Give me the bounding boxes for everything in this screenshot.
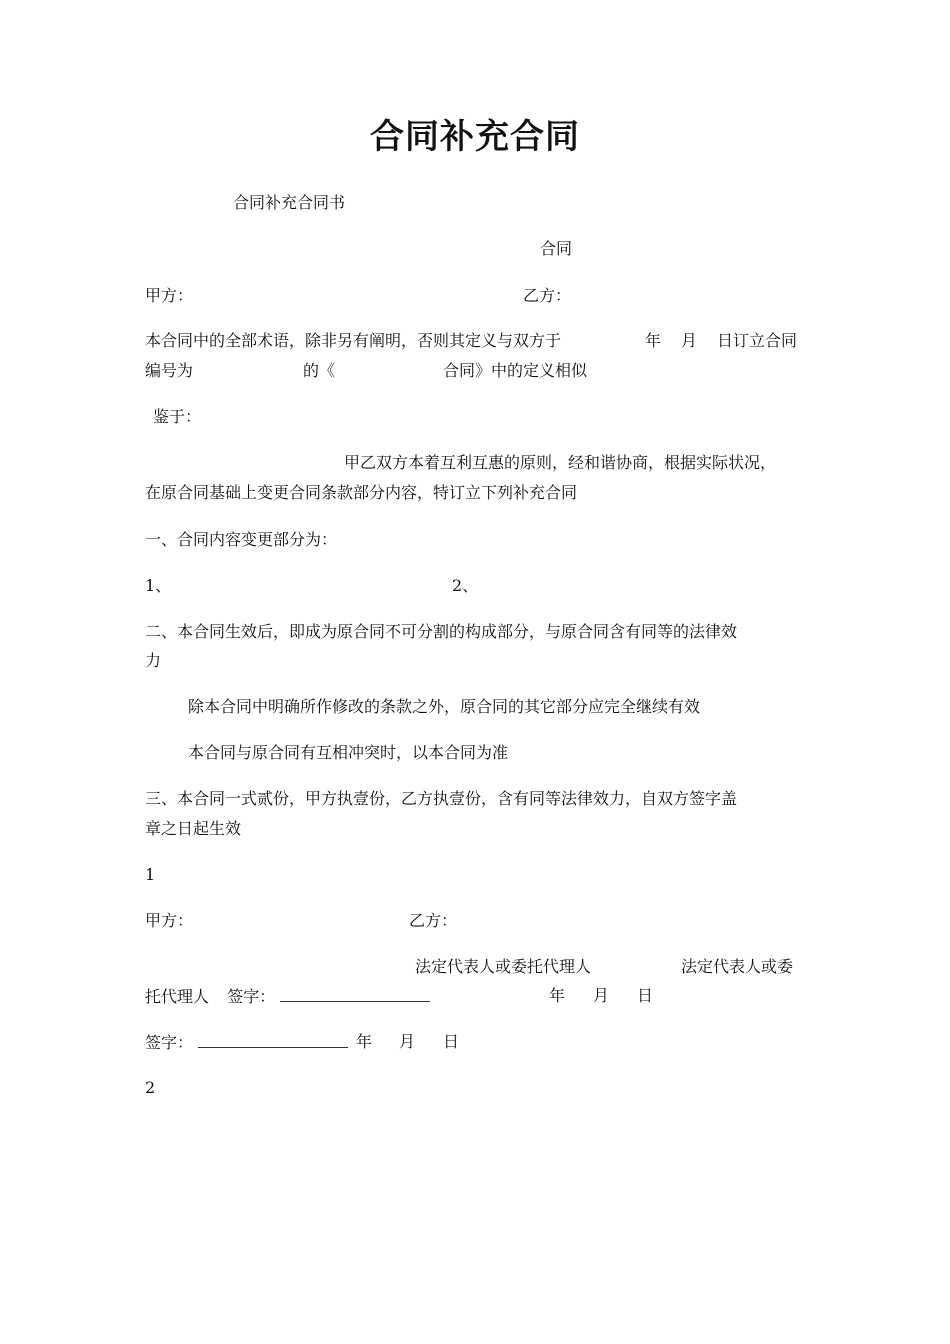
section-3-line-2: 章之日起生效 — [145, 819, 242, 838]
terms-line-2c: 合同》中的定义相似 — [443, 361, 588, 380]
terms-line-2a: 编号为 — [145, 361, 194, 380]
sign-label-a: 签字： — [227, 987, 276, 1006]
terms-text-b: 日订立合同 — [717, 331, 798, 350]
representative-a: 法定代表人或委托代理人 — [415, 957, 592, 976]
signature-line-b[interactable] — [198, 1032, 348, 1048]
terms-line-1 — [145, 331, 561, 351]
whereas-label: 鉴于： — [153, 407, 202, 426]
signature-party-b: 乙方： — [409, 911, 458, 930]
date-year-b: 年 — [356, 1032, 373, 1051]
sign-label-b: 签字： — [145, 1033, 194, 1052]
section-2-para-2: 本合同与原合同有互相冲突时，以本合同为准 — [188, 743, 509, 762]
document-subtitle: 合同补充合同书 — [233, 193, 346, 212]
page-number-1: 1 — [145, 865, 156, 884]
section-1-item-1: 1、 — [145, 576, 172, 595]
date-day-b: 日 — [443, 1032, 460, 1051]
party-a-label: 甲方： — [145, 286, 194, 305]
date-day-a: 日 — [637, 986, 654, 1005]
party-b-label: 乙方： — [523, 286, 572, 305]
terms-year: 年 — [645, 331, 662, 350]
section-1-heading: 一、合同内容变更部分为： — [145, 530, 338, 549]
signature-party-a: 甲方： — [145, 911, 194, 930]
section-2-para-1: 除本合同中明确所作修改的条款之外，原合同的其它部分应完全继续有效 — [188, 697, 701, 716]
representative-b-text: 托代理人 — [145, 987, 210, 1006]
preamble-line-1: 甲乙双方本着互利互惠的原则，经和谐协商，根据实际状况， — [344, 453, 777, 472]
section-2-line-1: 二、本合同生效后，即成为原合同不可分割的构成部分，与原合同含有同等的法律效 — [145, 622, 738, 641]
section-2-line-2: 力 — [145, 651, 162, 670]
sign-line-b-row — [145, 1032, 348, 1053]
terms-month: 月 — [681, 331, 698, 350]
preamble-line-2: 在原合同基础上变更合同条款部分内容，特订立下列补充合同 — [145, 483, 578, 502]
terms-line-2b: 的《 — [303, 361, 336, 380]
section-1-item-2: 2、 — [452, 576, 479, 595]
representative-b-line-2 — [145, 986, 430, 1007]
date-month-b: 月 — [399, 1032, 416, 1051]
date-month-a: 月 — [593, 986, 610, 1005]
date-year-a: 年 — [549, 986, 566, 1005]
representative-b-line-1: 法定代表人或委 — [681, 957, 794, 976]
contract-label: 合同 — [540, 239, 573, 258]
terms-text-a: 本合同中的全部术语，除非另有阐明，否则其定义与双方于 — [145, 331, 562, 350]
document-title: 合同补充合同 — [370, 117, 580, 157]
section-3-line-1: 三、本合同一式贰份，甲方执壹份，乙方执壹份，含有同等法律效力，自双方签字盖 — [145, 789, 738, 808]
page-number-2: 2 — [145, 1078, 156, 1097]
signature-line-a[interactable] — [280, 986, 430, 1002]
